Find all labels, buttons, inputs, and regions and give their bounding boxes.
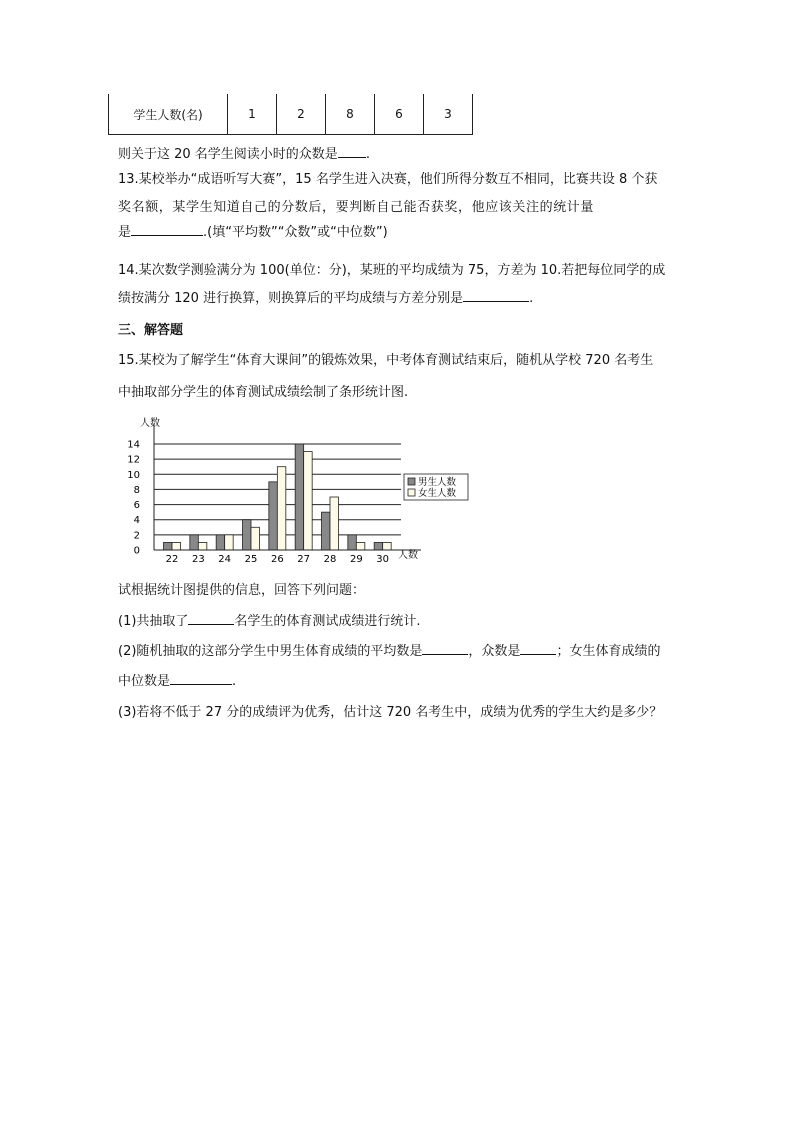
question-13-line-1: 13.某校举办“成语听写大赛”，15 名学生进入决赛，他们所得分数互不相同，比赛共设 8 个获 bbox=[118, 172, 658, 187]
bar bbox=[374, 542, 383, 550]
legend-swatch bbox=[408, 478, 415, 485]
answer-blank[interactable] bbox=[463, 289, 529, 302]
answer-blank[interactable] bbox=[520, 642, 556, 655]
question-15-part-2-line-2 bbox=[118, 672, 236, 691]
bar bbox=[330, 497, 339, 550]
bar bbox=[164, 542, 173, 550]
question-15-line-1: 15.某校为了解学生“体育大课间”的锻炼效果，中考体育测试结束后，随机从学校 720 名考生 bbox=[118, 353, 654, 368]
table-row bbox=[109, 94, 473, 135]
question-15-line-2: 中抽取部分学生的体育测试成绩绘制了条形统计图. bbox=[118, 385, 409, 400]
question-15-prompt: 试根据统计图提供的信息，回答下列问题： bbox=[118, 583, 366, 598]
y-tick-label: 4 bbox=[133, 515, 140, 527]
bar bbox=[172, 542, 181, 550]
y-tick-label: 2 bbox=[133, 530, 140, 542]
legend-swatch bbox=[408, 489, 415, 496]
chart-bars bbox=[164, 444, 392, 550]
x-tick-label: 26 bbox=[270, 554, 284, 565]
question-text: 中位数是 bbox=[118, 674, 171, 689]
y-tick-label: 12 bbox=[127, 454, 140, 466]
x-tick-label: 23 bbox=[191, 554, 205, 565]
x-axis-label: 人数 bbox=[398, 550, 418, 561]
question-text: ，众数是 bbox=[468, 644, 521, 659]
answer-blank[interactable] bbox=[170, 672, 232, 685]
question-text: ；女生体育成绩的 bbox=[556, 644, 661, 659]
y-tick-label: 0 bbox=[133, 545, 140, 557]
answer-blank[interactable] bbox=[188, 612, 234, 625]
bar bbox=[304, 452, 313, 550]
bar bbox=[243, 520, 252, 550]
question-15-part-3: (3)若将不低于 27 分的成绩评为优秀，估计这 720 名考生中，成绩为优秀的学生大约是多少？ bbox=[118, 705, 663, 720]
table-cell: 8 bbox=[326, 94, 375, 135]
question-text: 名学生的体育测试成绩进行统计. bbox=[234, 614, 421, 629]
x-tick-label: 22 bbox=[165, 554, 179, 565]
question-text: (2)随机抽取的这部分学生中男生体育成绩的平均数是 bbox=[118, 644, 423, 659]
table-cell: 3 bbox=[424, 94, 473, 135]
question-13-line-2: 奖名额，某学生知道自己的分数后，要判断自己能否获奖，他应该关注的统计量 bbox=[118, 200, 595, 215]
punct: . bbox=[365, 147, 370, 162]
question-15-part-2 bbox=[118, 642, 660, 661]
x-tick-label: 25 bbox=[244, 554, 258, 565]
bar bbox=[322, 512, 331, 550]
x-tick-label: 28 bbox=[323, 554, 337, 565]
x-tick-label: 24 bbox=[218, 554, 232, 565]
punct: . bbox=[529, 291, 534, 306]
bar bbox=[295, 444, 304, 550]
answer-blank[interactable] bbox=[422, 642, 468, 655]
bar bbox=[269, 482, 278, 550]
y-tick-label: 10 bbox=[127, 469, 140, 481]
y-tick-label: 14 bbox=[127, 439, 140, 451]
question-text: .(填“平均数”“众数”或“中位数”) bbox=[203, 225, 388, 240]
bar bbox=[348, 535, 357, 550]
question-text: 则关于这 20 名学生阅读小时的众数是 bbox=[118, 147, 338, 162]
bar-chart bbox=[118, 412, 457, 568]
x-tick-label: 29 bbox=[349, 554, 363, 565]
answer-blank[interactable] bbox=[131, 223, 203, 236]
section-title: 三、解答题 bbox=[118, 323, 184, 338]
table-cell: 2 bbox=[277, 94, 326, 135]
x-tick-label: 27 bbox=[297, 554, 311, 565]
question-12 bbox=[118, 145, 370, 164]
y-axis-label: 人数 bbox=[140, 418, 160, 429]
bar bbox=[198, 542, 207, 550]
bar bbox=[216, 535, 225, 550]
y-tick-label: 8 bbox=[133, 484, 140, 496]
bar bbox=[383, 542, 392, 550]
table-label-cell: 学生人数(名) bbox=[109, 94, 228, 135]
question-13-line-3 bbox=[118, 223, 388, 242]
punct: . bbox=[232, 674, 237, 689]
answer-blank[interactable] bbox=[338, 145, 366, 158]
x-tick-label: 30 bbox=[376, 554, 390, 565]
question-text: 是 bbox=[118, 225, 132, 240]
bar bbox=[225, 535, 234, 550]
reading-hours-table bbox=[108, 94, 473, 135]
question-15-part-1 bbox=[118, 612, 421, 631]
bar bbox=[251, 527, 260, 550]
bar bbox=[356, 542, 365, 550]
question-text: 绩按满分 120 进行换算，则换算后的平均成绩与方差分别是 bbox=[118, 291, 464, 306]
question-14-line-2 bbox=[118, 289, 533, 308]
question-14-line-1: 14.某次数学测验满分为 100(单位：分)，某班的平均成绩为 75，方差为 10.若把每位同学的成 bbox=[118, 263, 666, 278]
bar bbox=[277, 467, 286, 550]
question-text: (1)共抽取了 bbox=[118, 614, 189, 629]
legend-label: 女生人数 bbox=[418, 488, 457, 499]
legend-label: 男生人数 bbox=[418, 477, 457, 488]
bar bbox=[190, 535, 199, 550]
table-cell: 1 bbox=[228, 94, 277, 135]
table-cell: 6 bbox=[375, 94, 424, 135]
chart-legend bbox=[404, 474, 468, 500]
y-tick-label: 6 bbox=[133, 500, 140, 512]
